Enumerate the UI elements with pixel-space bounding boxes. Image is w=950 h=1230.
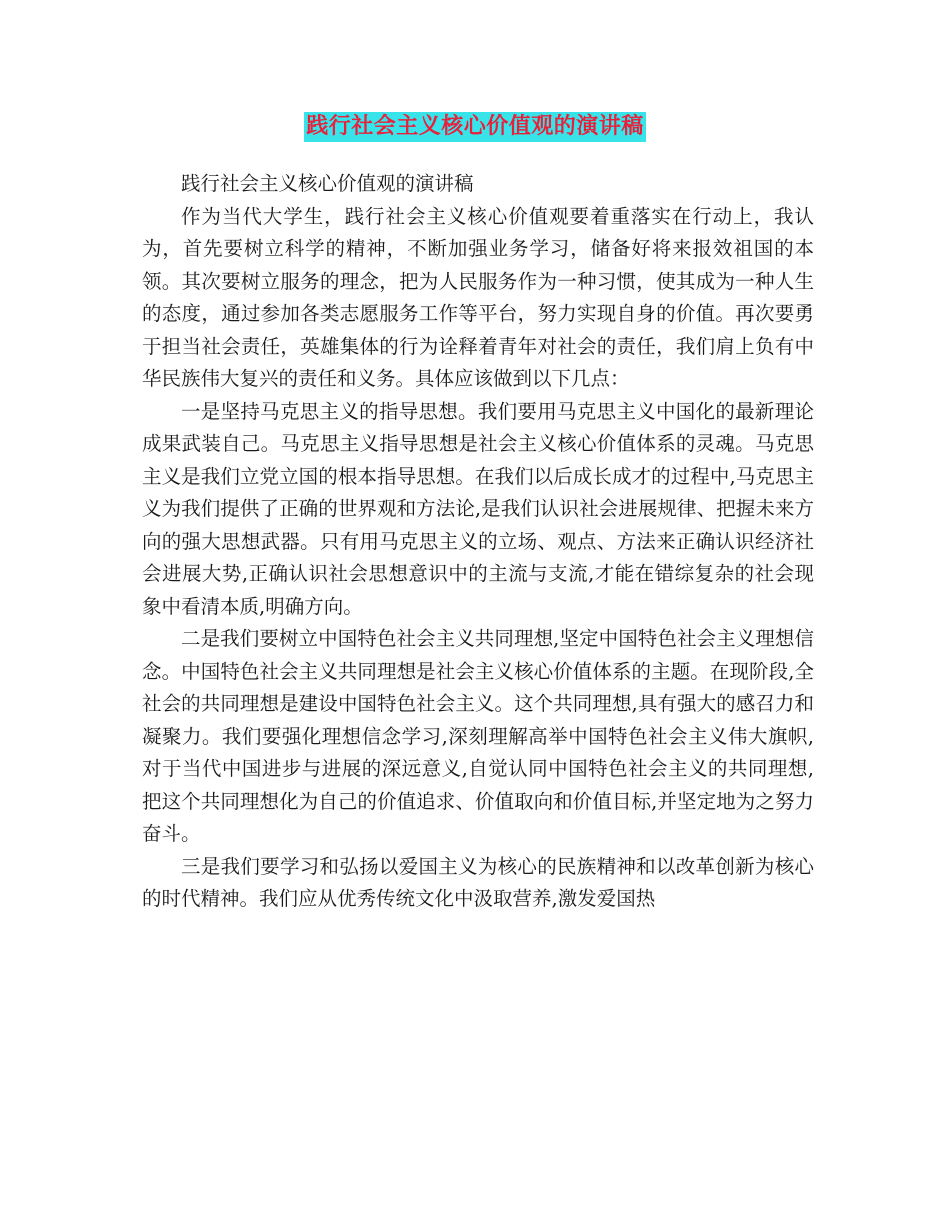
intro-paragraph: 作为当代大学生，践行社会主义核心价值观要着重落实在行动上，我认为，首先要树立科学的精神，不断加强业务学习，储备好将来报效祖国的本领。其次要树立服务的理念，把为人民服务作为一种习惯，使其成为一种人生的态度，通过参加各类志愿服务工作等平台，努力实现自身的价值。再次要勇于担当社会责任，英雄集体的行为诠释着青年对社会的责任，我们肩上负有中华民族伟大复兴的责任和义务。具体应该做到以下几点： xyxy=(142,204,814,390)
document-body xyxy=(142,168,814,916)
point-two-paragraph: 二是我们要树立中国特色社会主义共同理想,坚定中国特色社会主义理想信念。中国特色社会主义共同理想是社会主义核心价值体系的主题。在现阶段,全社会的共同理想是建设中国特色社会主义。这个共同理想,具有强大的感召力和凝聚力。我们要强化理想信念学习,深刻理解高举中国特色社会主义伟大旗帜,对于当代中国进步与进展的深远意义,自觉认同中国特色社会主义的共同理想,把这个共同理想化为自己的价值追求、价值取向和价值目标,并坚定地为之努力奋斗。 xyxy=(142,627,814,845)
document-title: 践行社会主义核心价值观的演讲稿 xyxy=(304,112,646,142)
title-container xyxy=(0,112,950,142)
point-one-paragraph: 一是坚持马克思主义的指导思想。我们要用马克思主义中国化的最新理论成果武装自己。马克思主义指导思想是社会主义核心价值体系的灵魂。马克思主义是我们立党立国的根本指导思想。在我们以后成长成才的过程中,马克思主义为我们提供了正确的世界观和方法论,是我们认识社会进展规律、把握未来方向的强大思想武器。只有用马克思主义的立场、观点、方法来正确认识经济社会进展大势,正确认识社会思想意识中的主流与支流,才能在错综复杂的社会现象中看清本质,明确方向。 xyxy=(142,399,814,618)
point-three-paragraph: 三是我们要学习和弘扬以爱国主义为核心的民族精神和以改革创新为核心的时代精神。我们应从优秀传统文化中汲取营养,激发爱国热 xyxy=(142,854,814,910)
subtitle-paragraph: 践行社会主义核心价值观的演讲稿 xyxy=(181,172,474,195)
